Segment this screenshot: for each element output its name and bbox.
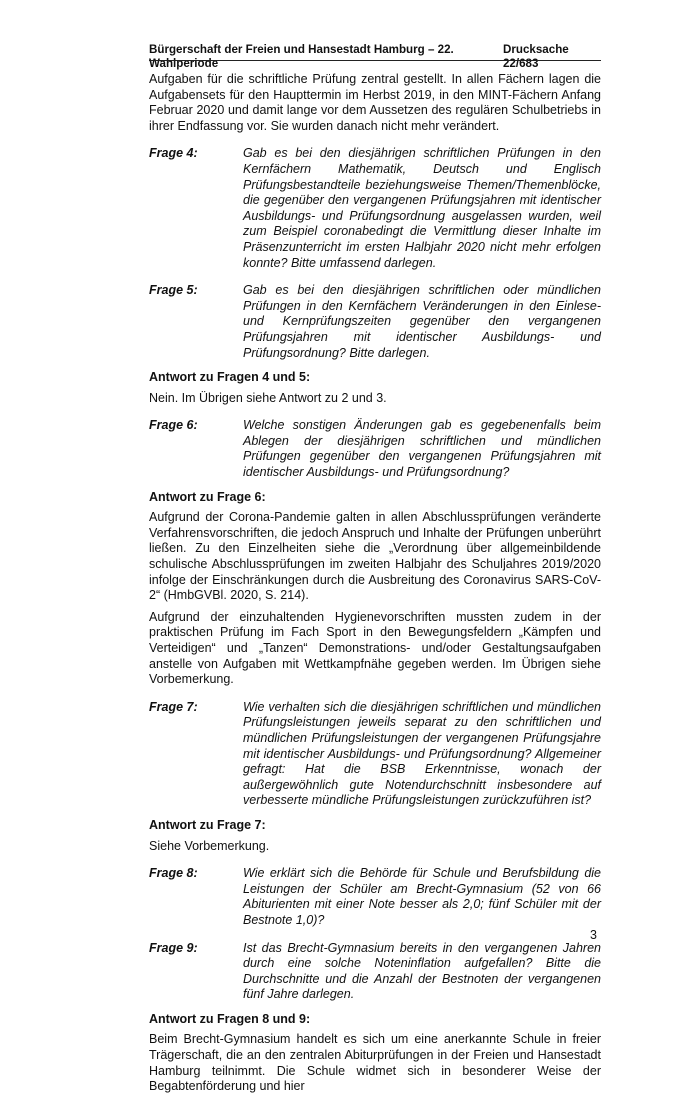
header-document-number: Drucksache 22/683 (502, 43, 569, 70)
intro-paragraph: Aufgaben für die schriftliche Prüfung zentral gestellt. In allen Fächern lagen die Aufgabensets für den Haupttermin im Herbst 2019, in den MINT-Fächern Anfang Februar 2020 und damit lange vor dem Aussetzen des regulären Schulbetriebs in ihrer Endfassung vor. Sie wurden danach nicht mehr verändert. (149, 72, 601, 133)
page-header (149, 43, 601, 71)
answer-heading-6: Antwort zu Frage 6: (149, 489, 266, 504)
question-text: Wie erklärt sich die Behörde für Schule und Berufsbildung die Leistungen der Schüler am Brecht-Gymnasium (52 von 66 Abiturienten mit einer Note besser als 2,0; fünf Schüler mit der Bestnote 1,0)? (243, 866, 601, 927)
question-label: Frage 8: (149, 866, 198, 881)
question-5 (149, 283, 601, 361)
question-label: Frage 5: (149, 283, 198, 298)
question-text: Gab es bei den diesjährigen schriftlichen oder mündlichen Prüfungen in den Kernfächern Veränderungen in den Einlese- und Kernprüfungszeiten gegenüber den vergangenen Prüfungsjahren mit identischer Ausbildungs- und Prüfungsordnung? Bitte darlegen. (243, 283, 601, 360)
answer-6-paragraph-2: Aufgrund der einzuhaltenden Hygienevorschriften mussten zudem in der praktischen Prüfung im Fach Sport in den Bewegungsfeldern „Kämpfen und Verteidigen“ und „Tanzen“ Demonstrations- und/oder Gestaltungsaufgaben anstelle von Aufgaben mit Wettkampfnähe gegeben werden. Im Übrigen siehe Vorbemerkung. (149, 609, 601, 687)
question-text: Ist das Brecht-Gymnasium bereits in den vergangenen Jahren durch eine solche Noteninflation aufgefallen? Bitte die Durchschnitte und die Anzahl der Bestnoten der vergangenen fünf Jahre darlegen. (243, 940, 601, 1002)
question-6 (149, 418, 601, 480)
question-9 (149, 941, 601, 1003)
question-text: Gab es bei den diesjährigen schriftlichen Prüfungen in den Kernfächern Mathematik, Deutsch und Englisch Prüfungsbestandteile beziehungsweise Themen/Themenblöcke, die gegenüber den vergangenen Prüfungsjahren mit identischer Ausbildungs- und Prüfungsordnung ausgelassen wurden, weil zum Beispiel coronabedingt die Vermittlung dieser Inhalte im Präsenzunterricht im ersten Halbjahr 2020 nicht mehr erfolgen konnte? Bitte umfassend darlegen. (243, 146, 601, 270)
header-divider (149, 60, 601, 61)
answer-6-paragraph-1: Aufgrund der Corona-Pandemie galten in allen Abschlussprüfungen veränderte Verfahrensvorschriften, die jedoch Anspruch und Inhalte der Prüfungen unberührt ließen. Zu den Einzelheiten siehe die „Verordnung über allgemeinbildende schulische Abschlussprüfungen im zweiten Halbjahr des Schuljahres 2019/2020 infolge der Einschränkungen durch die Ausbreitung des Coronavirus SARS-CoV-2“ (HmbGVBl. 2020, S. 214). (149, 510, 601, 603)
answer-heading-7: Antwort zu Frage 7: (149, 817, 266, 832)
question-text: Wie verhalten sich die diesjährigen schriftlichen und mündlichen Prüfungsleistungen jeweils separat zu den schriftlichen und mündlichen Prüfungsleistungen der vergangenen Prüfungsjahre mit identischer Ausbildungs- und Prüfungsordnung? Allgemeiner gefragt: Hat die BSB Erkenntnisse, wonach der außergewöhnlich gute Notendurchschnitt insbesondere auf verbesserte mündliche Prüfungsleistungen zurückzuführen ist? (243, 699, 601, 808)
answer-text-7: Siehe Vorbemerkung. (149, 838, 270, 853)
question-label: Frage 4: (149, 146, 198, 161)
question-label: Frage 7: (149, 699, 198, 714)
header-parliament: Bürgerschaft der Freien und Hansestadt Hamburg – 22. Wahlperiode (149, 43, 454, 70)
answer-text-8-9: Beim Brecht-Gymnasium handelt es sich um eine anerkannte Schule in freier Trägerschaft, die an den zentralen Abiturprüfungen in der Freien und Hansestadt Hamburg teilnimmt. Die Schule widmet sich in besonderer Weise der Begabtenförderung und hier (149, 1032, 601, 1094)
answer-heading-8-9: Antwort zu Fragen 8 und 9: (149, 1011, 311, 1026)
answer-text-4-5: Nein. Im Übrigen siehe Antwort zu 2 und 3. (149, 390, 387, 405)
question-text: Welche sonstigen Änderungen gab es gegebenenfalls beim Ablegen der diesjährigen schriftlichen und mündlichen Prüfungen gegenüber den vergangenen Prüfungsjahren mit identischer Ausbildungs- und Prüfungsordnung? (243, 418, 601, 480)
question-7 (149, 700, 601, 809)
question-label: Frage 6: (149, 418, 198, 433)
answer-heading-4-5: Antwort zu Fragen 4 und 5: (149, 370, 311, 385)
page-content (149, 72, 601, 1101)
question-8 (149, 866, 601, 928)
question-label: Frage 9: (149, 940, 198, 955)
page-number: 3 (590, 928, 597, 942)
question-4 (149, 146, 601, 271)
